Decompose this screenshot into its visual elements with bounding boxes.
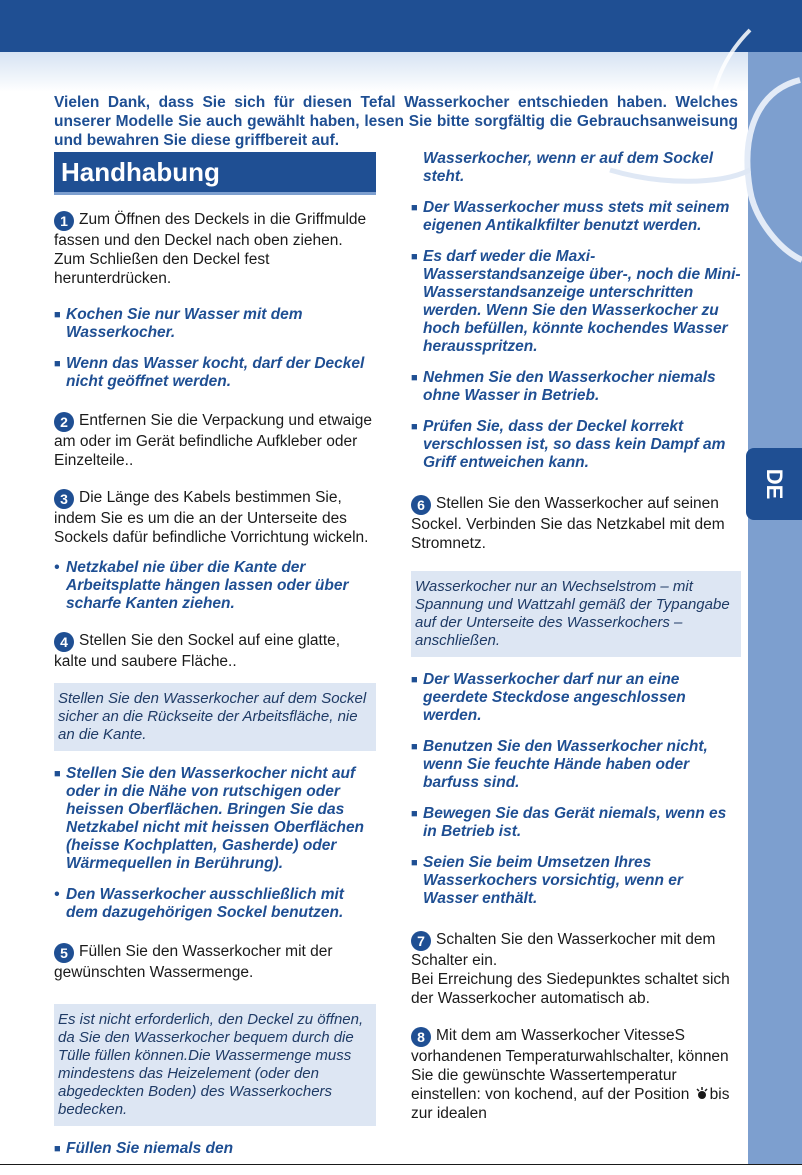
- warning-item: ■ Füllen Sie niemals den: [54, 1140, 234, 1157]
- bottom-rule: [0, 1164, 802, 1175]
- warning-item: ■ Stellen Sie den Wasserkocher nicht auf oder in die Nähe von rutschigen oder heissen Oberflächen. Bringen Sie das Netzkabel nicht mit heissen Oberflächen (heisse Kochplatten, Gasherde) oder Wärmequellen in Berührung).: [54, 765, 376, 873]
- warning-text: Der Wasserkocher darf nur an eine geerdete Steckdose angeschlossen werden.: [423, 671, 686, 724]
- step-number-icon: 5: [54, 943, 74, 963]
- warning-text: Benutzen Sie den Wasserkocher nicht, wenn Sie feuchte Hände haben oder barfuss sind.: [423, 738, 708, 791]
- warning-item: ■ Kochen Sie nur Wasser mit dem Wasserkocher.: [54, 306, 376, 342]
- step-1: [54, 210, 376, 288]
- step-text: Stellen Sie den Wasserkocher auf seinen Sockel. Verbinden Sie das Netzkabel mit dem Stromnetz.: [411, 495, 725, 552]
- warning-item: ■ Der Wasserkocher darf nur an eine geerdete Steckdose angeschlossen werden.: [411, 671, 741, 725]
- warning-continued: [411, 150, 741, 186]
- step-text: Füllen Sie den Wasserkocher mit der gewünschten Wassermenge.: [54, 943, 333, 981]
- warning-text: Füllen Sie niemals den: [66, 1140, 234, 1157]
- intro-text: Vielen Dank, dass Sie sich für diesen Tefal Wasserkocher entschieden haben. Welches unserer Modelle Sie auch gewählt haben, lesen Sie bitte sorgfältig die Gebrauchsanweisung und bewahren Sie diese griffbereit auf.: [54, 94, 738, 149]
- warning-text: Bewegen Sie das Gerät niemals, wenn es in Betrieb ist.: [423, 805, 727, 840]
- warning-item: ■ Prüfen Sie, dass der Deckel korrekt verschlossen ist, so dass kein Dampf am Griff entweichen kann.: [411, 418, 741, 472]
- step-6: [411, 494, 741, 553]
- step-text: bis zur idealen: [411, 1086, 730, 1122]
- step-text: Stellen Sie den Sockel auf eine glatte, kalte und saubere Fläche..: [54, 632, 341, 670]
- warning-item: ■ Der Wasserkocher muss stets mit seinem eigenen Antikalkfilter benutzt werden.: [411, 199, 741, 235]
- step-text: Zum Öffnen des Deckels in die Griffmulde fassen und den Deckel nach oben ziehen. Zum Schließen den Deckel fest herunterdrücken.: [54, 211, 367, 287]
- info-note: Es ist nicht erforderlich, den Deckel zu öffnen, da Sie den Wasserkocher bequem durch die Tülle füllen können.Die Wassermenge muss mindestens das Heizelement (oder den abgedeckten Boden) des Wasserkochers bedecken.: [54, 1004, 376, 1126]
- step-text: Entfernen Sie die Verpackung und etwaige am oder im Gerät befindliche Aufkleber oder Einzelteile..: [54, 412, 372, 469]
- step-text: Die Länge des Kabels bestimmen Sie, indem Sie es um die an der Unterseite des Sockels dafür befindliche Vorrichtung wickeln.: [54, 489, 369, 546]
- warning-text: Kochen Sie nur Wasser mit dem Wasserkocher.: [66, 306, 303, 341]
- warning-text: Nehmen Sie den Wasserkocher niemals ohne Wasser in Betrieb.: [423, 369, 716, 404]
- warning-text: Wasserkocher, wenn er auf dem Sockel steht.: [423, 150, 714, 185]
- boil-symbol-icon: [695, 1086, 709, 1102]
- warning-text: Es darf weder die Maxi-Wasserstandsanzeige über-, noch die Mini-Wasserstandsanzeige unterschritten werden. Wenn Sie den Wasserkocher zu hoch befüllen, könnte kochendes Wasser herausspritzen.: [423, 248, 741, 355]
- warning-text: Netzkabel nie über die Kante der Arbeitsplatte hängen lassen oder über scharfe Kanten ziehen.: [66, 559, 349, 612]
- warning-item: • Netzkabel nie über die Kante der Arbeitsplatte hängen lassen oder über scharfe Kanten ziehen.: [54, 559, 376, 613]
- step-number-icon: 2: [54, 412, 74, 432]
- warning-item: ■ Nehmen Sie den Wasserkocher niemals ohne Wasser in Betrieb.: [411, 369, 741, 405]
- step-7: [411, 930, 741, 1008]
- warning-item: ■ Benutzen Sie den Wasserkocher nicht, wenn Sie feuchte Hände haben oder barfuss sind.: [411, 738, 741, 792]
- step-text: Mit dem am Wasserkocher VitesseS vorhandenen Temperaturwahlschalter, können Sie die gewünschte Wassertemperatur einstellen: von kochend, auf der Position: [411, 1027, 729, 1103]
- warning-item: ■ Es darf weder die Maxi-Wasserstandsanzeige über-, noch die Mini-Wasserstandsanzeige unterschritten werden. Wenn Sie den Wasserkocher zu hoch befüllen, könnte kochendes Wasser herausspritzen.: [411, 248, 741, 355]
- warning-text: Der Wasserkocher muss stets mit seinem eigenen Antikalkfilter benutzt werden.: [423, 199, 730, 234]
- step-number-icon: 4: [54, 632, 74, 652]
- step-3: [54, 488, 376, 547]
- step-text: Schalten Sie den Wasserkocher mit dem Schalter ein.: [411, 931, 716, 969]
- language-tab[interactable]: [746, 448, 802, 520]
- step-8: [411, 1026, 741, 1123]
- warning-item: ■ Wenn das Wasser kocht, darf der Deckel nicht geöffnet werden.: [54, 355, 376, 391]
- warning-text: Prüfen Sie, dass der Deckel korrekt verschlossen ist, so dass kein Dampf am Griff entweichen kann.: [423, 418, 726, 471]
- step-number-icon: 7: [411, 931, 431, 951]
- warning-text: Stellen Sie den Wasserkocher nicht auf oder in die Nähe von rutschigen oder heissen Oberflächen. Bringen Sie das Netzkabel nicht mit heissen Oberflächen (heisse Kochplatten, Gasherde) oder Wärmequellen in Berührung).: [66, 765, 365, 872]
- warning-item: ■ Bewegen Sie das Gerät niemals, wenn es in Betrieb ist.: [411, 805, 741, 841]
- info-note: Stellen Sie den Wasserkocher auf dem Sockel sicher an die Rückseite der Arbeitsfläche, nie an die Kante.: [54, 683, 376, 751]
- step-number-icon: 8: [411, 1027, 431, 1047]
- step-number-icon: 6: [411, 495, 431, 515]
- left-column: [54, 152, 376, 1171]
- step-number-icon: 3: [54, 489, 74, 509]
- step-4: [54, 631, 376, 671]
- warning-item: ■ Seien Sie beim Umsetzen Ihres Wasserkochers vorsichtig, wenn er Wasser enthält.: [411, 854, 741, 908]
- step-5: [54, 942, 376, 982]
- right-column: [411, 150, 741, 1141]
- info-note: Wasserkocher nur an Wechselstrom – mit Spannung und Wattzahl gemäß der Typangabe auf der Unterseite des Wasserkochers – anschließen.: [411, 571, 741, 657]
- section-title: Handhabung: [54, 152, 376, 195]
- step-text: Bei Erreichung des Siedepunktes schaltet sich der Wasserkocher automatisch ab.: [411, 971, 730, 1007]
- warning-text: Seien Sie beim Umsetzen Ihres Wasserkochers vorsichtig, wenn er Wasser enthält.: [423, 854, 683, 907]
- step-2: [54, 411, 376, 470]
- warning-text: Wenn das Wasser kocht, darf der Deckel nicht geöffnet werden.: [66, 355, 365, 390]
- warning-text: Den Wasserkocher ausschließlich mit dem dazugehörigen Sockel benutzen.: [66, 886, 344, 921]
- step-number-icon: 1: [54, 211, 74, 231]
- language-tab-label: DE: [762, 468, 787, 500]
- warning-item: • Den Wasserkocher ausschließlich mit dem dazugehörigen Sockel benutzen.: [54, 886, 376, 922]
